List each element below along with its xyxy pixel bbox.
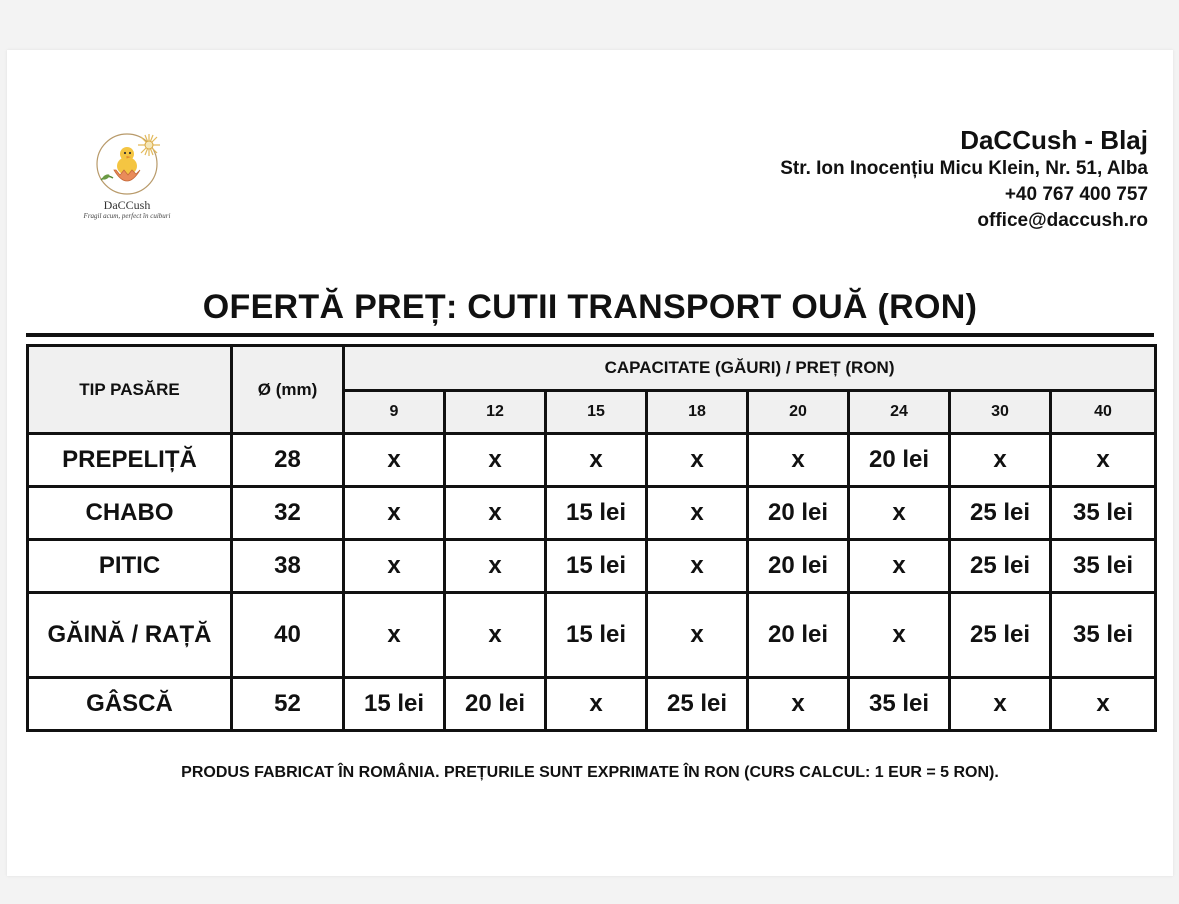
company-phone: +40 767 400 757 xyxy=(1004,184,1148,205)
table-row xyxy=(28,540,1156,593)
bird-name: CHABO xyxy=(28,487,232,540)
price-cell: 25 lei xyxy=(647,678,748,731)
chick-in-egg-icon xyxy=(77,130,177,200)
price-cell: x xyxy=(748,678,849,731)
header-capacity: 9 xyxy=(344,391,445,434)
document-title: OFERTĂ PREȚ: CUTII TRANSPORT OUĂ (RON) xyxy=(202,288,978,326)
price-cell: x xyxy=(344,487,445,540)
header-bird-type: TIP PASĂRE xyxy=(28,346,232,434)
bird-name: GĂINĂ / RAȚĂ xyxy=(28,593,232,678)
price-cell: x xyxy=(1051,678,1156,731)
price-cell: 25 lei xyxy=(950,487,1051,540)
price-cell: 35 lei xyxy=(1051,540,1156,593)
table-row xyxy=(28,678,1156,731)
diameter-cell: 28 xyxy=(232,434,344,487)
header-capacity: 12 xyxy=(445,391,546,434)
company-contact xyxy=(780,124,1148,234)
price-cell: x xyxy=(647,593,748,678)
header-capacity: 30 xyxy=(950,391,1051,434)
header-diameter: Ø (mm) xyxy=(232,346,344,434)
price-offer-document xyxy=(7,50,1173,876)
price-cell: x xyxy=(647,434,748,487)
logo-name: DaCCush xyxy=(103,198,151,212)
price-cell: 25 lei xyxy=(950,593,1051,678)
price-cell: x xyxy=(445,593,546,678)
price-cell: x xyxy=(445,540,546,593)
title-divider xyxy=(26,333,1154,337)
price-cell: 15 lei xyxy=(546,487,647,540)
price-cell: x xyxy=(849,540,950,593)
diameter-cell: 40 xyxy=(232,593,344,678)
header-capacity: 15 xyxy=(546,391,647,434)
price-cell: x xyxy=(445,434,546,487)
header-capacity: 24 xyxy=(849,391,950,434)
price-cell: x xyxy=(647,487,748,540)
price-cell: 15 lei xyxy=(344,678,445,731)
price-cell: x xyxy=(748,434,849,487)
price-cell: 35 lei xyxy=(1051,487,1156,540)
table-row xyxy=(28,487,1156,540)
company-name: DaCCush - Blaj xyxy=(960,125,1148,155)
price-cell: x xyxy=(344,434,445,487)
price-cell: x xyxy=(344,540,445,593)
diameter-cell: 38 xyxy=(232,540,344,593)
header-capacity-price: CAPACITATE (GĂURI) / PREȚ (RON) xyxy=(344,346,1156,391)
price-cell: 20 lei xyxy=(445,678,546,731)
price-cell: x xyxy=(1051,434,1156,487)
price-cell: x xyxy=(344,593,445,678)
bird-name: PREPELIȚĂ xyxy=(28,434,232,487)
price-cell: x xyxy=(849,593,950,678)
price-cell: 25 lei xyxy=(950,540,1051,593)
bird-name: GÂSCĂ xyxy=(28,678,232,731)
price-cell: x xyxy=(445,487,546,540)
price-cell: 35 lei xyxy=(849,678,950,731)
price-cell: x xyxy=(647,540,748,593)
price-cell: x xyxy=(950,678,1051,731)
company-email: office@daccush.ro xyxy=(977,210,1148,231)
price-cell: 20 lei xyxy=(748,487,849,540)
price-cell: 15 lei xyxy=(546,593,647,678)
price-cell: x xyxy=(546,434,647,487)
price-cell: 20 lei xyxy=(748,540,849,593)
company-address: Str. Ion Inocențiu Micu Klein, Nr. 51, Alba xyxy=(780,158,1148,179)
header-capacity: 40 xyxy=(1051,391,1156,434)
price-cell: 20 lei xyxy=(849,434,950,487)
company-logo xyxy=(77,130,177,225)
price-cell: 15 lei xyxy=(546,540,647,593)
diameter-cell: 52 xyxy=(232,678,344,731)
price-table xyxy=(26,344,1157,732)
price-cell: x xyxy=(849,487,950,540)
logo-tagline: Fragil acum, perfect în cuiburi xyxy=(83,212,171,220)
price-cell: 20 lei xyxy=(748,593,849,678)
header-capacity: 20 xyxy=(748,391,849,434)
table-row xyxy=(28,593,1156,678)
price-cell: 35 lei xyxy=(1051,593,1156,678)
price-cell: x xyxy=(546,678,647,731)
table-row xyxy=(28,434,1156,487)
diameter-cell: 32 xyxy=(232,487,344,540)
price-cell: x xyxy=(950,434,1051,487)
footer-note: PRODUS FABRICAT ÎN ROMÂNIA. PREȚURILE SUNT EXPRIMATE ÎN RON (CURS CALCUL: 1 EUR = 5 RON). xyxy=(181,764,999,781)
bird-name: PITIC xyxy=(28,540,232,593)
header-capacity: 18 xyxy=(647,391,748,434)
